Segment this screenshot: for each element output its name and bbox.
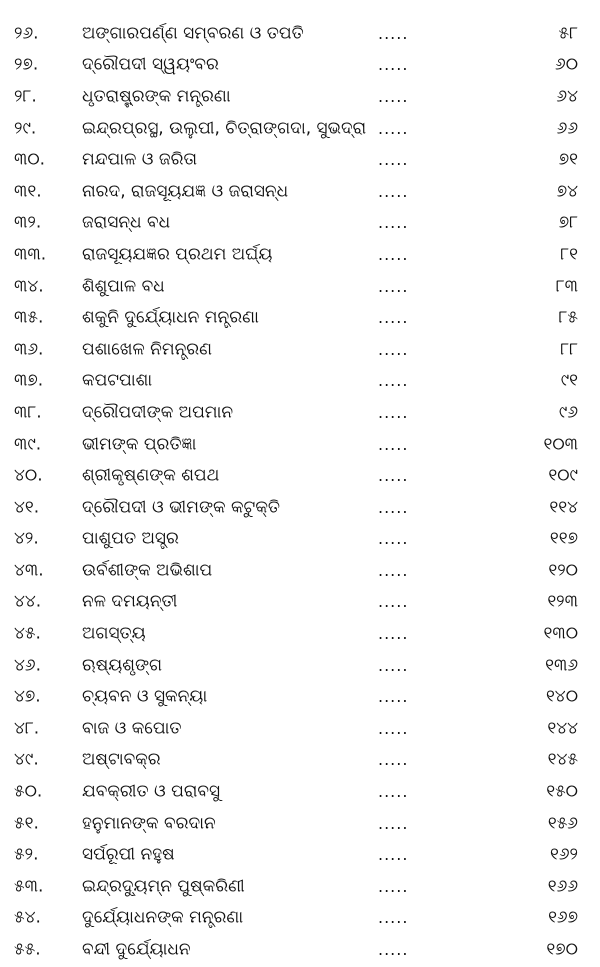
toc-entry: [0, 18, 600, 50]
page-number: ୧୩୦: [543, 623, 578, 644]
page-number: ୧୩୬: [545, 655, 578, 676]
leader-dots: .....: [378, 55, 409, 75]
toc-entry: [0, 397, 600, 429]
leader-dots: .....: [378, 339, 409, 359]
page-number: ୯୧: [560, 370, 578, 391]
page-number: ୭୪: [556, 181, 578, 202]
entry-title: ଜରାସନ୍ଧ ବଧ: [82, 212, 171, 233]
entry-number: ୪୭.: [14, 686, 41, 707]
entry-title: ଧୃତରାଷ୍ଟ୍ରଙ୍କ ମନ୍ତ୍ରଣା: [82, 86, 231, 107]
entry-number: ୫୧.: [14, 813, 39, 834]
page-number: ୧୨୩: [547, 591, 578, 612]
entry-title: ନାରଦ, ରାଜସୂୟଯଜ୍ଞ ଓ ଜରାସନ୍ଧ: [82, 181, 289, 202]
entry-number: ୩୮.: [14, 402, 42, 423]
entry-title: ଅଗସ୍ତ୍ୟ: [82, 623, 146, 644]
entry-number: ୪୪.: [14, 591, 42, 612]
leader-dots: .....: [378, 402, 409, 422]
entry-number: ୪୦.: [14, 465, 43, 486]
entry-title: ମନ୍ଦପାଳ ଓ ଜରିତା: [82, 149, 198, 170]
page-number: ୧୪୪: [547, 718, 578, 739]
leader-dots: .....: [378, 845, 409, 865]
page-number: ୮୮: [560, 339, 578, 360]
toc-entry: [0, 81, 600, 113]
page-number: ୧୫୬: [547, 813, 578, 834]
leader-dots: .....: [378, 560, 409, 580]
leader-dots: .....: [378, 150, 409, 170]
leader-dots: .....: [378, 592, 409, 612]
entry-title: ଦ୍ରୌପଦୀଙ୍କ ଅପମାନ: [82, 402, 234, 423]
page-number: ୮୧: [560, 244, 578, 265]
entry-number: ୩୧.: [14, 181, 42, 202]
leader-dots: .....: [378, 908, 409, 928]
toc-entry: [0, 302, 600, 334]
leader-dots: .....: [378, 813, 409, 833]
toc-entry: [0, 587, 600, 619]
page-number: ୧୫୦: [546, 781, 578, 802]
toc-entry: [0, 745, 600, 777]
toc-entry: [0, 113, 600, 145]
page-number: ୮୫: [558, 307, 578, 328]
entry-title: ଇନ୍ଦ୍ରପ୍ରସ୍ଥ, ଉଲୁପୀ, ଚିତ୍ରାଙ୍ଗଦା, ସୁଭଦ୍ରା: [82, 118, 367, 139]
entry-number: ୩୨.: [14, 212, 42, 233]
entry-title: ହନୁମାନଙ୍କ ବରଦାନ: [82, 813, 216, 834]
entry-number: ୩୪.: [14, 276, 44, 297]
toc-entry: [0, 429, 600, 461]
page-number: ୬୬: [556, 118, 578, 139]
toc-entry: [0, 934, 600, 966]
toc-entry: [0, 144, 600, 176]
entry-title: ଦୁର୍ଯ୍ୟୋଧନଙ୍କ ମନ୍ତ୍ରଣା: [82, 907, 244, 928]
page-number: ୧୪୫: [547, 749, 578, 770]
entry-number: ୪୧.: [14, 497, 40, 518]
leader-dots: .....: [378, 782, 409, 802]
page-number: ୧୪୦: [545, 686, 578, 707]
entry-number: ୪୮.: [14, 718, 40, 739]
leader-dots: .....: [378, 181, 409, 201]
entry-title: ରାଜସୂୟଯଜ୍ଞର ପ୍ରଥମ ଅର୍ଘ୍ୟ: [82, 244, 273, 265]
leader-dots: .....: [378, 497, 409, 517]
entry-title: ବାଜ ଓ କପୋତ: [82, 718, 182, 739]
entry-title: ଇନ୍ଦ୍ରଦ୍ୟୁମ୍ନ ପୁଷ୍କରିଣୀ: [82, 876, 245, 897]
page-number: ୯୬: [558, 402, 578, 423]
toc-entry: [0, 334, 600, 366]
leader-dots: .....: [378, 213, 409, 233]
entry-title: ଉର୍ବଶୀଙ୍କ ଅଭିଶାପ: [82, 560, 213, 581]
leader-dots: .....: [378, 687, 409, 707]
leader-dots: .....: [378, 529, 409, 549]
page-number: ୬୪: [556, 86, 578, 107]
toc-entry: [0, 492, 600, 524]
leader-dots: .....: [378, 244, 409, 264]
toc-entry: [0, 618, 600, 650]
entry-number: ୨୮.: [14, 86, 37, 107]
toc-entry: [0, 271, 600, 303]
leader-dots: .....: [378, 434, 409, 454]
page-number: ୧୧୪: [549, 497, 578, 518]
entry-number: ୫୨.: [14, 844, 39, 865]
toc-entry: [0, 650, 600, 682]
page-number: ୮୩: [555, 276, 578, 297]
entry-number: ୪୯.: [14, 749, 39, 770]
entry-title: ଶ୍ରୀକୃଷ୍ଣଙ୍କ ଶପଥ: [82, 465, 220, 486]
leader-dots: .....: [378, 940, 409, 960]
entry-number: ୪୩.: [14, 560, 44, 581]
entry-title: ଋଷ୍ୟଶୃଙ୍ଗ: [82, 655, 163, 676]
entry-title: ଭୀମଙ୍କ ପ୍ରତିଜ୍ଞା: [82, 434, 197, 455]
entry-number: ୨୬.: [14, 23, 39, 44]
leader-dots: .....: [378, 86, 409, 106]
toc-entry: [0, 366, 600, 398]
entry-number: ୩୩.: [14, 244, 47, 265]
entry-number: ୫୫.: [14, 939, 41, 960]
leader-dots: .....: [378, 655, 409, 675]
entry-title: ଯବକ୍ରୀତ ଓ ପରାବସୁ: [82, 781, 221, 802]
entry-number: ୪୨.: [14, 528, 39, 549]
entry-number: ୩୯.: [14, 434, 42, 455]
entry-title: ବନ୍ଦୀ ଦୁର୍ଯ୍ୟୋଧନ: [82, 939, 191, 960]
toc-entry: [0, 681, 600, 713]
leader-dots: .....: [378, 718, 409, 738]
entry-number: ୨୯.: [14, 118, 37, 139]
toc-entry: [0, 871, 600, 903]
entry-title: ଅଷ୍ଟାବକ୍ର: [82, 749, 161, 770]
toc-entry: [0, 50, 600, 82]
entry-number: ୪୫.: [14, 623, 41, 644]
entry-title: ନଳ ଦମୟନ୍ତୀ: [82, 591, 178, 612]
page-number: ୧୨୦: [548, 560, 578, 581]
page-number: ୧୧୭: [549, 528, 578, 549]
table-of-contents: [0, 18, 600, 966]
entry-number: ୩୫.: [14, 307, 44, 328]
toc-entry: [0, 176, 600, 208]
page-number: ୧୭୦: [546, 939, 578, 960]
toc-entry: [0, 239, 600, 271]
toc-entry: [0, 555, 600, 587]
page-number: ୧୬୬: [547, 876, 578, 897]
page-number: ୧୬୨: [550, 844, 578, 865]
entry-title: ଶିଶୁପାଳ ବଧ: [82, 276, 165, 297]
entry-number: ୨୭.: [14, 54, 39, 75]
leader-dots: .....: [378, 118, 409, 138]
page-number: ୧୦୯: [548, 465, 578, 486]
leader-dots: .....: [378, 308, 409, 328]
leader-dots: .....: [378, 624, 409, 644]
entry-number: ୩୭.: [14, 370, 44, 391]
toc-entry: [0, 808, 600, 840]
leader-dots: .....: [378, 750, 409, 770]
toc-entry: [0, 903, 600, 935]
leader-dots: .....: [378, 371, 409, 391]
entry-title: ସର୍ପରୂପୀ ନହୁଷ: [82, 844, 175, 865]
entry-number: ୫୦.: [14, 781, 43, 802]
page-number: ୧୬୭: [548, 907, 578, 928]
entry-title: ଦ୍ରୌପଦୀ ଓ ଭୀମଙ୍କ କଟୁକ୍ତି: [82, 497, 281, 518]
page-number: ୫୮: [558, 23, 578, 44]
toc-entry: [0, 524, 600, 556]
entry-number: ୫୪.: [14, 907, 41, 928]
toc-entry: [0, 839, 600, 871]
toc-entry: [0, 713, 600, 745]
entry-number: ୫୩.: [14, 876, 44, 897]
entry-title: ପଶାଖେଳ ନିମନ୍ତ୍ରଣ: [82, 339, 213, 360]
toc-entry: [0, 776, 600, 808]
entry-title: ପାଶୁପତ ଅସ୍ତ୍ର: [82, 528, 179, 549]
leader-dots: .....: [378, 23, 409, 43]
entry-title: ଶକୁନି ଦୁର୍ଯ୍ୟୋଧନ ମନ୍ତ୍ରଣା: [82, 307, 259, 328]
entry-title: କପଟପାଶା: [82, 370, 153, 391]
toc-entry: [0, 460, 600, 492]
leader-dots: .....: [378, 276, 409, 296]
leader-dots: .....: [378, 876, 409, 896]
leader-dots: .....: [378, 466, 409, 486]
entry-title: ଦ୍ରୌପଦୀ ସ୍ୱୟଂବର: [82, 54, 219, 75]
page-number: ୧୦୩: [543, 434, 578, 455]
page-number: ୭୧: [558, 149, 578, 170]
page-number: ୬୦: [555, 54, 578, 75]
entry-number: ୩୦.: [14, 149, 46, 170]
toc-entry: [0, 208, 600, 240]
entry-number: ୩୬.: [14, 339, 44, 360]
page-number: ୭୮: [558, 212, 578, 233]
entry-title: ଅଙ୍ଗାରପର୍ଣ୍ଣ ସମ୍ବରଣ ଓ ତପତି: [82, 23, 304, 44]
entry-number: ୪୬.: [14, 655, 41, 676]
entry-title: ଚ୍ୟବନ ଓ ସୁକନ୍ୟା: [82, 686, 208, 707]
